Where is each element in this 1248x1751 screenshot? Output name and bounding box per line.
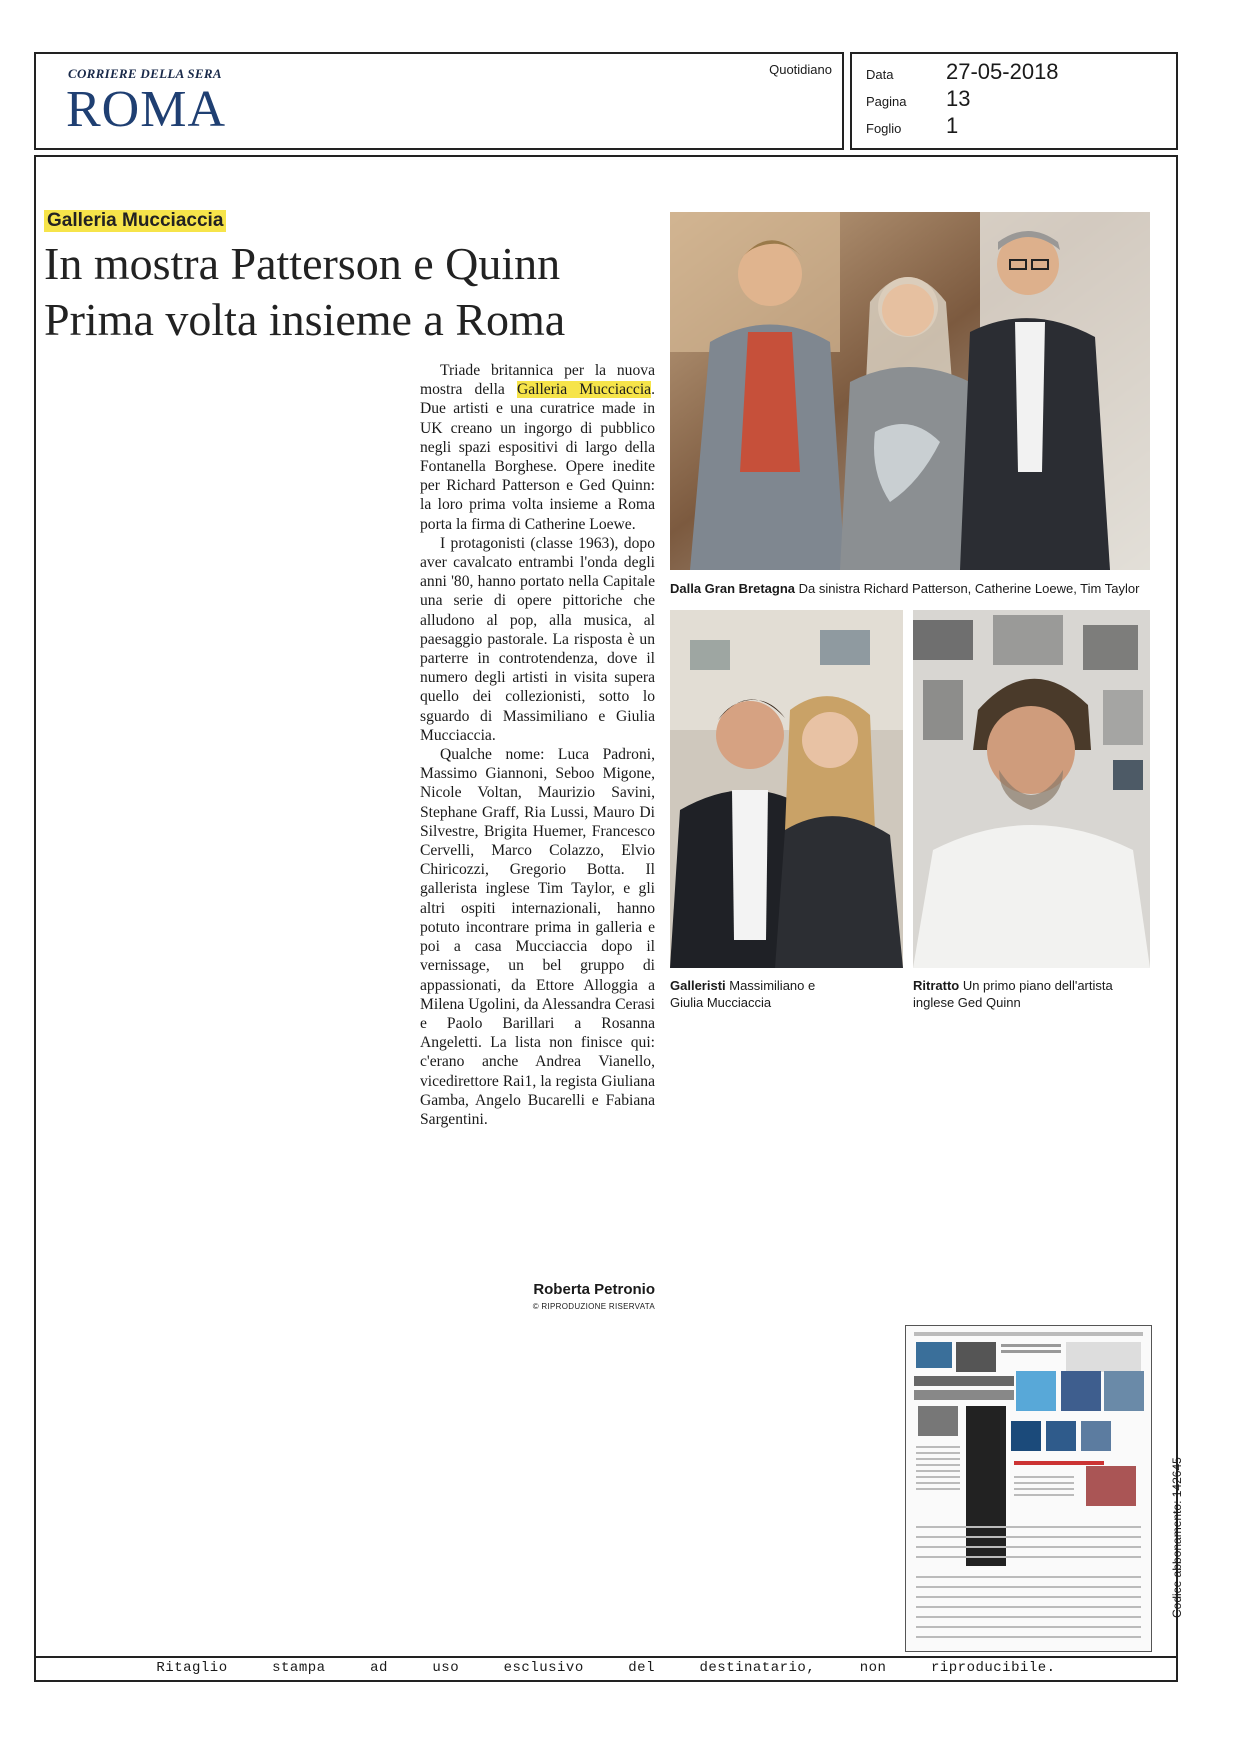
byline: Roberta Petronio <box>533 1281 655 1298</box>
data-label: Data <box>866 67 894 82</box>
caption-photo-2: Galleristi Massimiliano e Giulia Mucciaccia <box>670 978 816 1010</box>
masthead-box <box>34 52 844 150</box>
caption-photo-1: Dalla Gran Bretagna Da sinistra Richard Patterson, Catherine Loewe, Tim Taylor <box>670 581 1140 596</box>
caption-photo-3: Ritratto Un primo piano dell'artista inglese Ged Quinn <box>913 978 1113 1010</box>
article-kicker: Galleria Mucciaccia <box>44 210 226 232</box>
foglio-value: 1 <box>946 113 959 138</box>
headline-line-2: Prima volta insieme a Roma <box>44 294 566 345</box>
subscription-code: Codice abbonamento: 142645 <box>1170 1457 1184 1618</box>
copyright-note: © RIPRODUZIONE RISERVATA <box>532 1302 655 1311</box>
article-body <box>420 361 655 1129</box>
headline-line-1: In mostra Patterson e Quinn <box>44 238 561 289</box>
paragraph-1: Triade britannica per la nuova mostra della Galleria Mucciaccia. Due artisti e una curatrice made in UK creano un ingorgo di pubblico negli spazi espositivi di largo della Fontanella Borghese. Opere inedite per Richard Patterson e Ged Quinn: la loro prima volta insieme a Roma porta la firma di Catherine Loewe. <box>420 362 656 533</box>
photo-group-three <box>670 212 1150 570</box>
publication-type: Quotidiano <box>769 62 832 77</box>
paragraph-2: I protagonisti (classe 1963), dopo aver cavalcato entrambi l'onda degli anni '80, hanno portato nella Capitale una serie di opere pittoriche che alludono al pop, alla musica, al paesaggio pastorale. La risposta è un parterre in controtendenza, dove il numero degli artisti in visita supera quello dei collezionisti, sotto lo sguardo di Massimiliano e Giulia Mucciaccia. <box>420 534 655 744</box>
highlight-gallery-name: Galleria Mucciaccia <box>516 381 652 399</box>
photo-gallerists-couple <box>670 610 903 968</box>
article-headline <box>44 236 664 348</box>
masthead-title: ROMA <box>66 81 227 138</box>
pagina-value: 13 <box>946 86 971 111</box>
pagina-label: Pagina <box>866 94 907 109</box>
footer-rule <box>34 1656 1178 1658</box>
foglio-label: Foglio <box>866 121 902 136</box>
page-thumbnail <box>905 1325 1152 1652</box>
paragraph-3: Qualche nome: Luca Padroni, Massimo Giannoni, Seboo Migone, Nicole Voltan, Maurizio Savini, Stephane Graff, Ria Lussi, Mauro Di Silvestre, Brigita Huemer, Francesco Cervelli, Marco Colazzo, Elvio Chiricozzi, Gregorio Botta. Il gallerista inglese Tim Taylor, e gli altri ospiti internazionali, hanno potuto incontrare prima in galleria e poi a casa Mucciaccia dopo il vernissage, un bel gruppo di appassionati, da Ettore Alloggia a Milena Ugolini, da Alessandra Cerasi e Paolo Barillari a Rosanna Angeletti. La lista non finisce qui: c'erano anche Andrea Vianello, vicedirettore Rai1, la regista Giuliana Gamba, Angelo Bucarelli e Fabiana Sargentini. <box>420 746 655 1128</box>
footer-notice: Ritaglio stampa ad uso esclusivo del destinatario, non riproducibile. <box>156 1660 1056 1676</box>
meta-box <box>850 52 1178 150</box>
masthead-top: CORRIERE DELLA SERA <box>68 66 222 81</box>
photo-portrait-artist <box>913 610 1150 968</box>
data-value: 27-05-2018 <box>946 59 1059 84</box>
